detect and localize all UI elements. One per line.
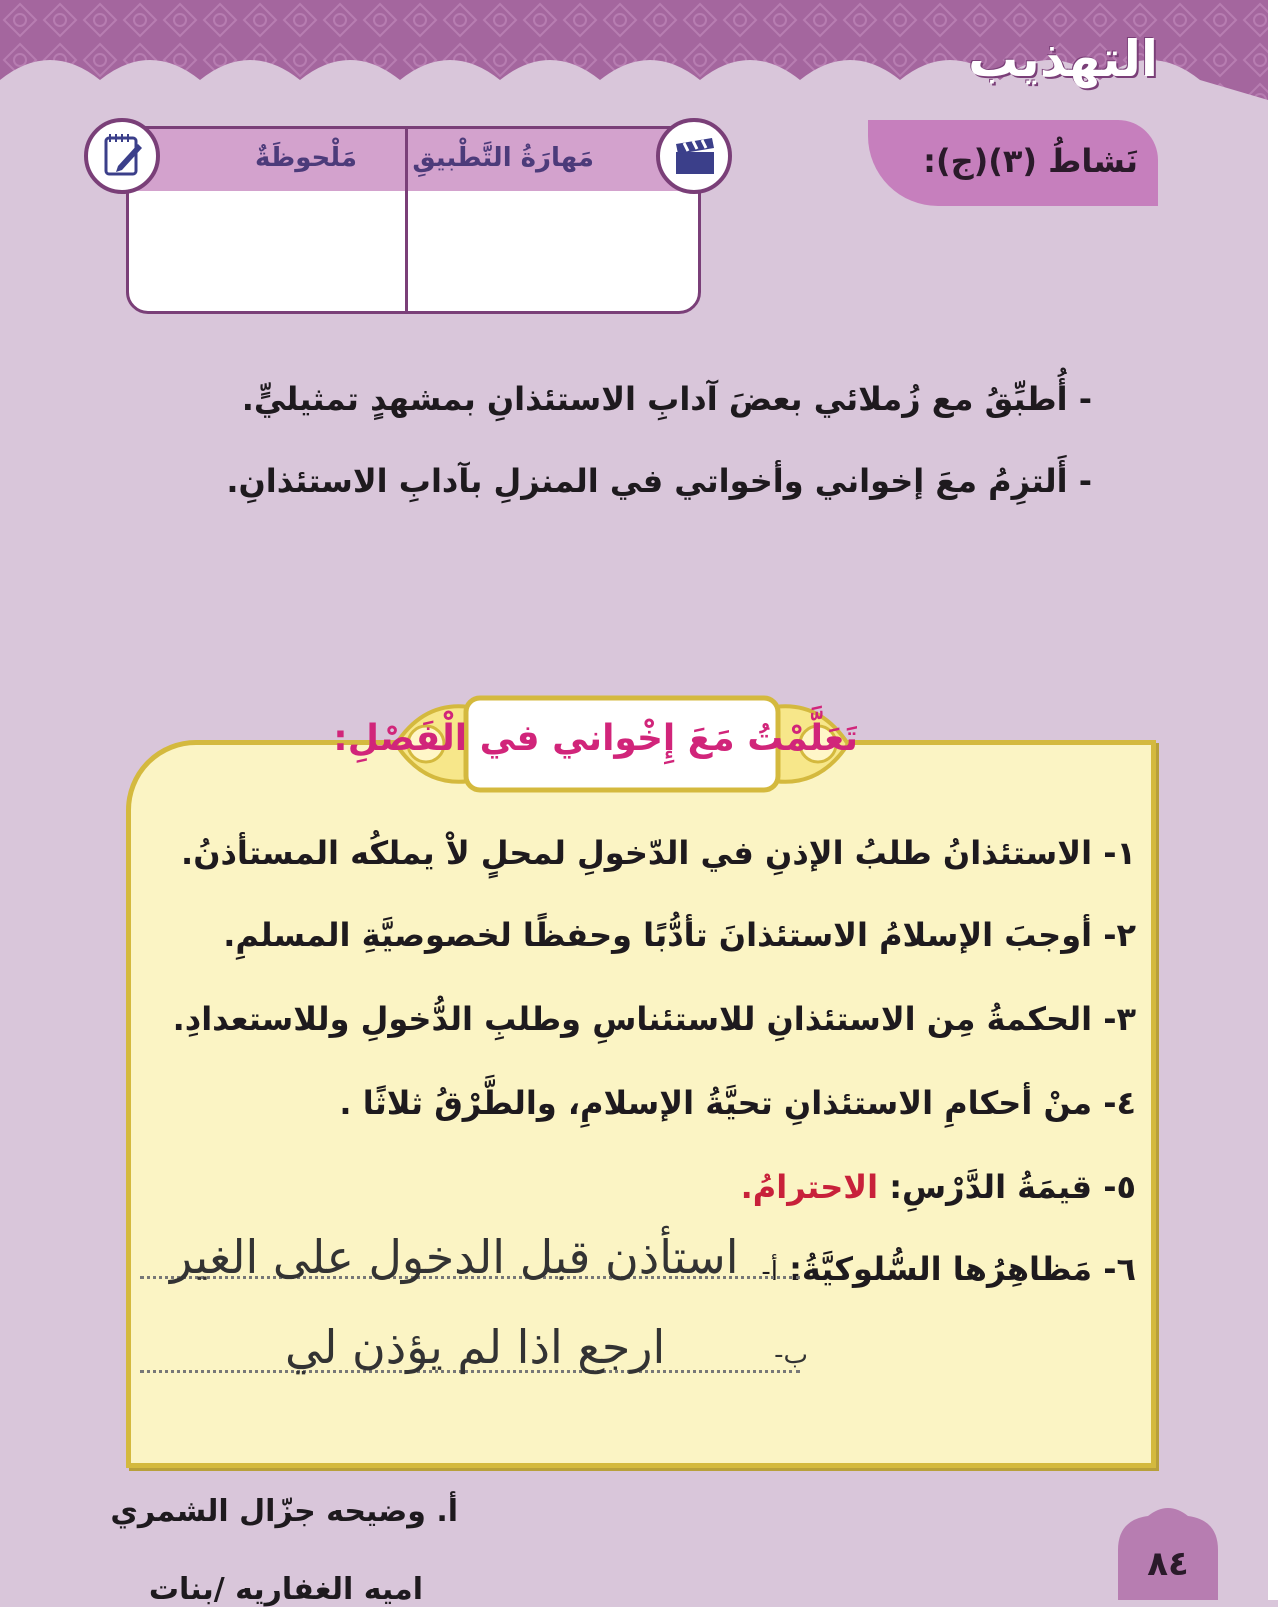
answer-b-label: ب- <box>774 1340 808 1370</box>
lesson-value-label: ٥- قيمَةُ الدَّرْسِ: <box>889 1168 1136 1206</box>
summary-item: ١- الاستئذانُ طلبُ الإذنِ في الدّخولِ لمحلٍ لاْ يملكُه المستأذنُ. <box>181 834 1136 872</box>
table-divider <box>405 129 408 311</box>
activity-label: نَشاطُ (٣)(ج): <box>923 142 1138 180</box>
handwritten-answer-b: ارجع اذا لم يؤذن لي <box>285 1320 666 1374</box>
clapperboard-icon <box>656 118 732 194</box>
school-name: اميه الغفاريه /بنات <box>148 1572 423 1607</box>
author-name: أ. وضيحه جزّال الشمري <box>110 1494 458 1529</box>
lesson-value <box>741 1168 1136 1206</box>
skills-table <box>126 126 701 314</box>
note-column-header: مَلْحوظَةٌ <box>255 143 358 173</box>
bullet-line: - أُطبِّقُ مع زُملائي بعضَ آدابِ الاستئذانِ بمشهدٍ تمثيليٍّ. <box>241 380 1092 418</box>
notepad-pencil-icon <box>84 118 160 194</box>
page-number: ٨٤ <box>1147 1544 1189 1584</box>
summary-item: ٢- أوجبَ الإسلامُ الاستئذانَ تأدُّبًا وحفظًا لخصوصيَّةِ المسلمِ. <box>223 916 1136 954</box>
behavior-label: ٦- مَظاهِرُها السُّلوكيَّةُ: <box>789 1250 1136 1288</box>
behavior-item <box>761 1250 1136 1288</box>
page-edge <box>1268 0 1278 1600</box>
answer-a-label: أ- <box>761 1257 778 1287</box>
summary-item: ٣- الحكمةُ مِن الاستئذانِ للاستئناسِ وطلبِ الدُّخولِ وللاستعدادِ. <box>172 1000 1136 1038</box>
page-title: التهذيب <box>968 30 1158 88</box>
skill-column-header: مَهارَةُ التَّطْبيقِ <box>412 143 594 173</box>
lesson-value-word: الاحترامُ. <box>740 1168 879 1206</box>
handwritten-answer-a: استأذن قبل الدخول على الغير <box>170 1230 739 1284</box>
summary-item: ٤- منْ أحكامِ الاستئذانِ تحيَّةُ الإسلامِ، والطَّرْقُ ثلاثًا . <box>339 1084 1136 1122</box>
summary-title: تَعَلَّمْتُ مَعَ إِخْواني في الْفَصْلِ: <box>333 718 858 759</box>
bullet-line: - أَلتزِمُ معَ إخواني وأخواتي في المنزلِ بآدابِ الاستئذانِ. <box>226 462 1092 500</box>
